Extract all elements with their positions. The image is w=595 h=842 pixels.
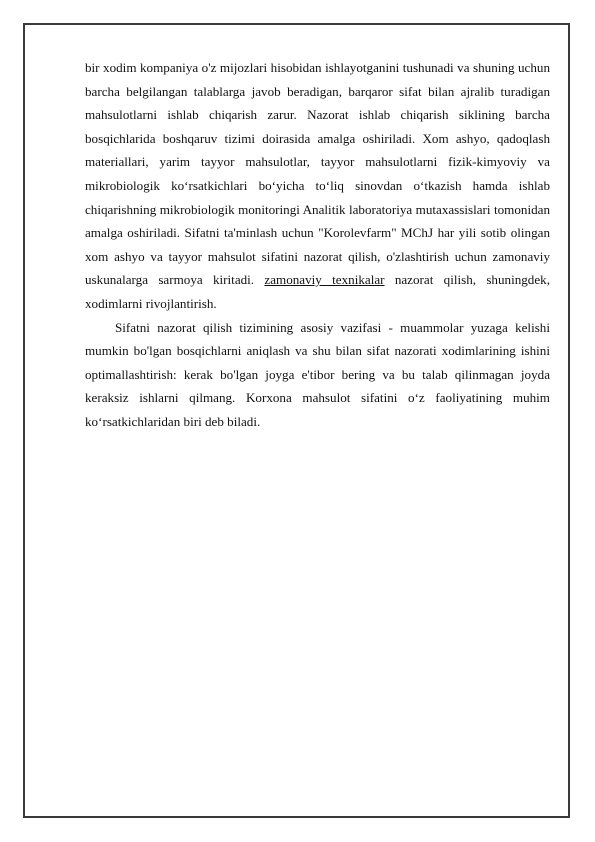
paragraph-quality-system-task: Sifatni nazorat qilish tizimining asosiy vazifasi - muammolar yuzaga kelishi mumkin bo'lgan bosqichlarni aniqlash va shu bilan sifat nazorati xodimlarining ishini optimallashtirish: kerak bo'lgan joyga e'tibor bering va bu talab qilinmagan joyda keraksiz ishlarni qilmang. Korxona mahsulot sifatini o‘z faoliyatining muhim ko‘rsatkichlaridan biri deb biladi. [85, 319, 550, 429]
paragraph-quality-control-intro [85, 56, 550, 316]
modern-equipment-link[interactable]: zamonaviy texnikalar [264, 272, 385, 288]
paragraph-text: bir xodim kompaniya o'z mijozlari hisobidan ishlayotganini tushunadi va shuning uchun barcha belgilangan talablarga javob beradigan, barqaror sifat bilan ajralib turadigan mahsulotlarni ishlab chiqarish zarur. Nazorat ishlab chiqarish siklining barcha bosqichlarida boshqaruv tizimi doirasida amalga oshiriladi. Xom ashyo, qadoqlash materiallari, yarim tayyor mahsulotlar, tayyor mahsulotlarni fizik-kimyoviy va mikrobiologik ko‘rsatkichlari bo‘yicha to‘liq sinovdan o‘tkazish hamda ishlab chiqarishning mikrobiologik monitoringi Analitik laboratoriya mutaxassislari tomonidan amalga oshiriladi. Sifatni ta'minlash uchun "Korolevfarm" MChJ har yili sotib olingan xom ashyo va tayyor mahsulot sifatini nazorat qilish, o'zlashtirish uchun zamonaviy uskunalarga sarmoya kiritadi. [85, 60, 550, 288]
document-body [85, 56, 550, 434]
paragraph-text-continued: nazorat qilish, shuningdek, xodimlarni rivojlantirish. [85, 272, 550, 311]
